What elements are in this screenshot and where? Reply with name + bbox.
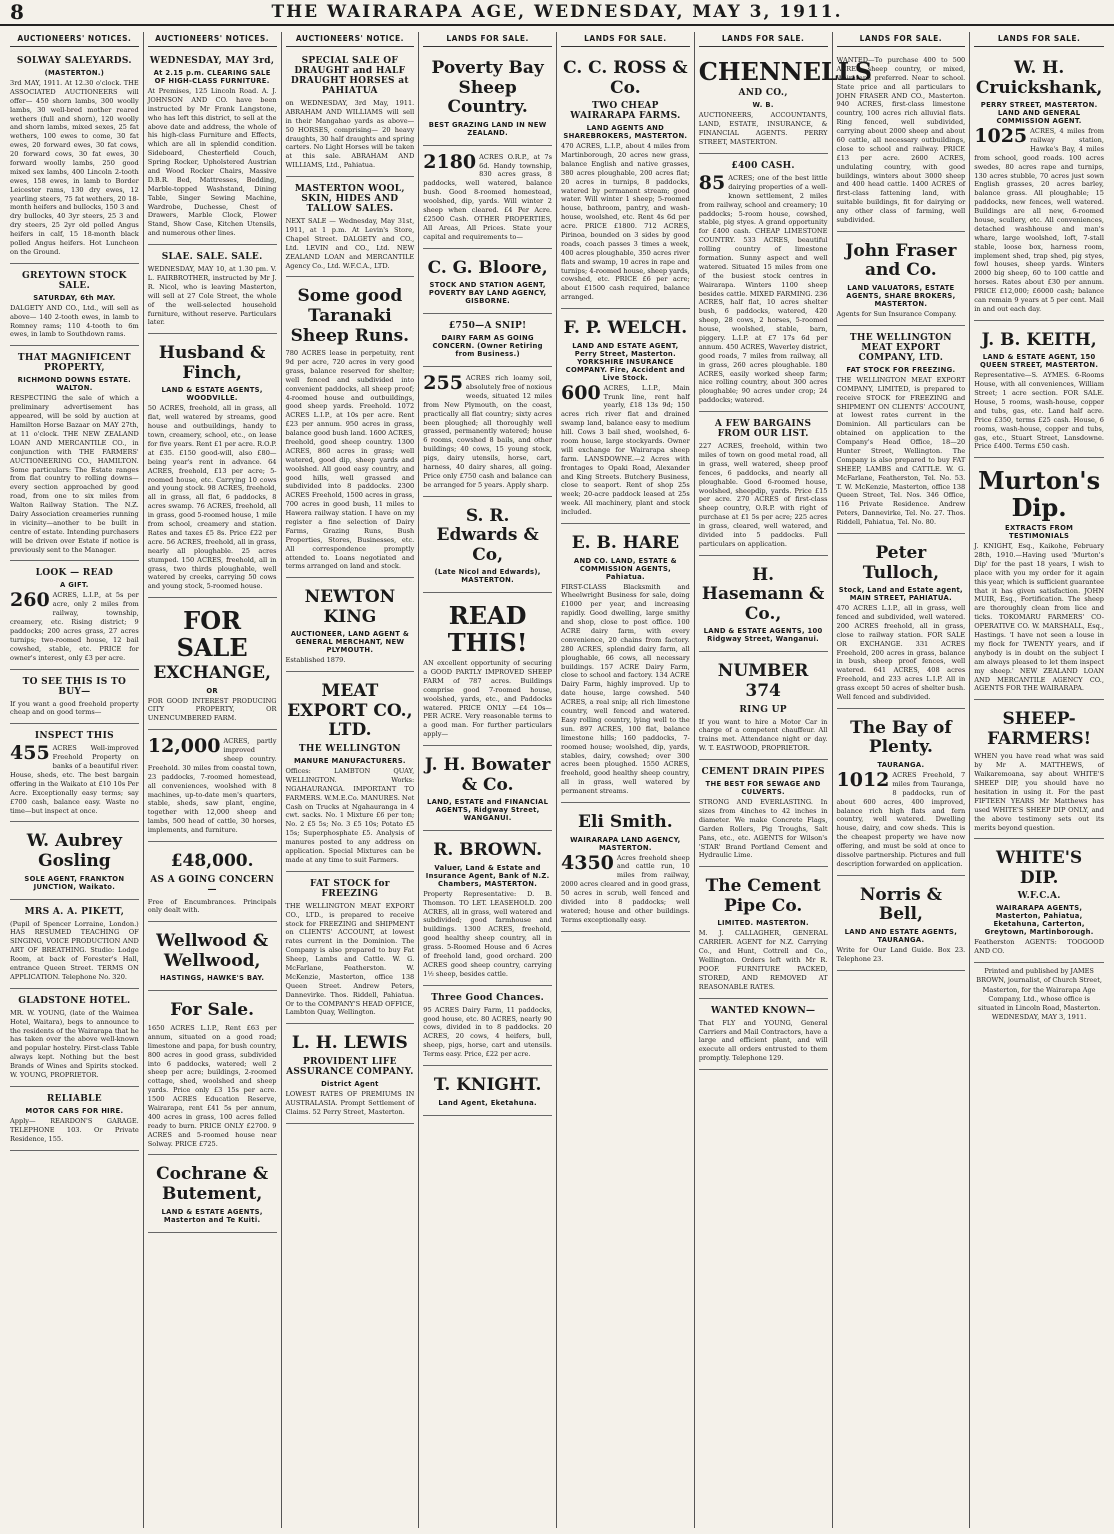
ad-body-text: 780 ACRES lease in perpetuity, rent 9d per acre, 720 acres in very good grass, balance reserved for shelter; well fenced and subdivided into convenient paddocks, all sheep proof; 4-roomed house and outbuildings, good sheep yards. Freehold. 1072 ACRES L.I.P., at 10s per acre. Rent £23 per annum. 950 acres in grass, balance good bush land. 1600 ACRES, freehold, good sheep country. 1300 ACRES, 860 acres in grass; well watered, good dip, sheep yards and woolshed. All good easy country, and good hills, well grassed and subdivided into 8 paddocks. 2300 ACRES Freehold, 1500 acres in grass, 700 acres in good bush, 11 miles to Hawera railway station. I have on my register a fine selection of Dairy Farms, Grazing Runs, Bush Properties, Stores, Businesses, etc. All correspondence promptly attended to. Loans negotiated and terms arranged on land and stock. <box>285 349 415 571</box>
advertisement <box>286 1028 415 1123</box>
ad-title: Eli Smith. <box>578 811 673 832</box>
ad-body-text: LOWEST RATES OF PREMIUMS IN AUSTRALASIA. Prompt Settlement of Claims. 52 Perry Street, Masterton. <box>285 1089 415 1116</box>
advertisement <box>423 253 552 315</box>
advertisement <box>148 602 277 730</box>
ad-acreage-number: 1012 <box>836 769 890 792</box>
ad-heading: SPECIAL SALE OF DRAUGHT and HALF DRAUGHT HORSES at PAHIATUA <box>290 56 409 96</box>
ad-body-text: WANTED—To purchase 400 to 500 ACRES sheep country, or mixed, Wairarapa preferred. Near to school. State price and all particulars to JOHN FRASER AND CO., Masterton. 940 ACRES, first-class limestone country, 100 acres rich alluvial flats. Ring fenced, well subdivided, carrying about 2000 sheep and about 60 cattle, all necessary outbuildings, close to school and railway. PRICE £13 per acre. 2600 ACRES, undulating country, with good buildings, winters about 3000 sheep and 400 head cattle. 1400 ACRES of first-class fattening land, with suitable buildings, fit for dairying or any other class of farming, well subdivided. <box>836 56 966 225</box>
ad-heading: £750—A SNIP! <box>448 321 527 332</box>
ad-title: NUMBER 374 <box>717 661 809 701</box>
advertisement <box>699 1003 828 1070</box>
advertisement <box>148 995 277 1155</box>
advertisement <box>698 53 873 154</box>
ad-body-text: Offices: LAMBTON QUAY, WELLINGTON. Works: NGAHAURANGA. IMPORTANT TO FARMERS. W.M.E.Co. MANURES. Net Cash on Trucks at Ngahauranga in 4 cwt. sacks. No. 1 Mixture £6 per ton; No. 2 £5 5s; No. 3 £5 10s; Potato £5 15s; Superphosphate £5. Analysis of manures posted to any address on application. Special Mixtures can be made at any time to suit Farmers. <box>285 767 415 864</box>
ad-heading: AS A GOING CONCERN— <box>150 874 275 895</box>
advertisement <box>837 330 966 534</box>
ad-body-text: MR. W. YOUNG, (late of the Waimea Hotel, Waitara), begs to announce to the residents of the Wairarapa that he has taken over the above well-known and popular hostelry. First-class Table always kept. Nothing but the best Brands of Wines and Spirits stocked. W. YOUNG, PROPRIETOR. <box>10 1008 139 1079</box>
advertisement <box>423 597 552 746</box>
ad-body-text: ACRES Well-improved Freehold Property on banks of a beautiful river. House, sheds, etc. The best bargain offering in the Waikato at £10 10s Per Acre. Exceptionally easy terms; say £700 cash, balance easy. Waste no time—but inspect at once. <box>10 744 139 815</box>
ad-title: £48,000. <box>170 850 254 871</box>
ad-body-text: AN excellent opportunity of securing a GOOD PARTLY IMPROVED SHEEP FARM of 787 acres. Buildings comprise good 7-roomed house, woolshed, yards, etc., and Paddocks watered. PRICE ONLY —£4 10s— PER ACRE. Very reasonable terms to a good man. For further particulars apply— <box>423 659 552 739</box>
ad-heading: LOOK — READ <box>35 568 114 579</box>
advertisement <box>148 249 277 334</box>
advertisement <box>423 990 552 1066</box>
column-header: LANDS FOR SALE. <box>561 32 690 47</box>
ad-heading: WEDNESDAY, MAY 3rd, <box>149 56 275 66</box>
column-2 <box>144 32 282 1528</box>
ad-acreage-number: 85 <box>698 171 726 194</box>
ad-body-text: Acres freehold sheep and cattle run, 10 miles from railway, 2000 acres cleared and in good grass, 50 acres in scrub, well fenced and divided into 8 paddocks; well watered; house and other buildings. Terms exceptionally easy. <box>561 853 690 924</box>
ad-subheading: EXTRACTS FROM TESTIMONIALS <box>1005 524 1074 541</box>
ad-subheading: LIMITED. MASTERTON. <box>717 919 809 928</box>
ad-body-text: STRONG AND EVERLASTING. In sizes from 4inches to 42 inches in diameter. We make Concrete Flags, Garden Rollers, Pig Troughs, Salt Pans, etc., etc. AGENTS for Wilson's 'STAR' Brand Portland Cement and Hydraulic Lime. <box>698 798 828 860</box>
advertisement <box>286 281 415 578</box>
advertisement <box>974 704 1104 839</box>
ad-body-text: Featherston AGENTS: TOOGOOD AND CO. <box>974 938 1104 956</box>
column-header: LANDS FOR SALE. <box>837 32 966 47</box>
ad-subheading: FAT STOCK FOR FREEZING. <box>846 365 956 374</box>
ad-acreage-number: 255 <box>423 372 463 395</box>
ad-acreage-number: 12,000 <box>147 735 221 758</box>
ad-acreage-number: 600 <box>561 381 601 404</box>
ad-heading: W.F.C.A. <box>1017 891 1061 902</box>
ad-display-title: FOR SALE <box>176 606 248 662</box>
ad-subheading: (MASTERTON.) <box>44 69 105 77</box>
advertisement <box>561 807 690 932</box>
ad-acreage-number: 1025 <box>974 125 1028 148</box>
ad-title: C. C. ROSS & Co. <box>563 58 688 98</box>
ad-subheading: LAND, ESTATE and FINANCIAL AGENTS, Ridgway Street, WANGANUI. <box>426 798 549 823</box>
advertisement <box>286 181 415 277</box>
advertisement <box>148 338 277 598</box>
ad-subheading: Valuer, Land & Estate and Insurance Agent, Bank of N.Z. Chambers, MASTERTON. <box>425 863 550 888</box>
ad-body-text: WHEN you have read what was said by Mr A. MATTHEWS, of Waikaremoana, say about WHITE'S SHEEP DIP, you should have no hesitation in using it. For the past FIFTEEN YEARS Mr Matthews has used WHITE'S SHEEP DIP ONLY, and the above testimony sets out its merits beyond question. <box>974 752 1104 832</box>
ad-body-text: NEXT SALE — Wednesday, May 31st, 1911, at 1 p.m. At Levin's Store, Chapel Street. DALGETY and CO., Ltd. LEVIN and CO., Ltd. NEW ZEALAND LOAN and MERCANTILE Agency Co., Ltd. W.F.C.A., LTD. <box>285 217 415 270</box>
ad-title: SHEEP-FARMERS! <box>987 709 1092 749</box>
advertisement <box>699 416 828 556</box>
ad-title: Cochrane & Butement, <box>156 1164 269 1204</box>
ad-title: H. Hasemann & Co., <box>701 564 825 624</box>
column-header: AUCTIONEERS' NOTICES. <box>148 32 277 47</box>
ad-title: F. P. WELCH. <box>563 318 688 339</box>
ad-heading: FAT STOCK for FREEZING <box>309 878 390 899</box>
column-8 <box>970 32 1108 1528</box>
ad-subheading: THE BEST FOR SEWAGE AND CULVERTS. <box>705 780 821 797</box>
ad-subheading: OR <box>206 686 218 695</box>
ad-title: L. H. LEWIS <box>291 1033 408 1054</box>
ad-heading: A FEW BARGAINS FROM OUR LIST. <box>714 419 812 440</box>
column-header: LANDS FOR SALE. <box>699 32 828 47</box>
ad-subheading: MOTOR CARS FOR HIRE. <box>25 1106 124 1115</box>
advertisement <box>10 826 139 899</box>
ad-title: John Fraser and Co. <box>845 240 957 281</box>
advertisement <box>837 713 966 876</box>
ad-heading: CEMENT DRAIN PIPES <box>701 767 825 778</box>
ad-body-text: AUCTIONEERS, ACCOUNTANTS, LAND, ESTATE, INSURANCE, & FINANCIAL AGENTS. PERRY STREET, MASTERTON. <box>698 111 828 147</box>
ad-subheading: LAND AND ESTATE AGENT, Perry Street, Masterton. YORKSHIRE INSURANCE COMPANY. Fire, Accident and Live Stock. <box>565 341 686 382</box>
advertisement <box>699 158 828 412</box>
advertisement <box>561 313 690 524</box>
advertisement <box>837 538 966 709</box>
advertisement <box>423 371 552 497</box>
advertisement <box>148 53 277 245</box>
ad-subheading: DAIRY FARM AS GOING CONCERN. (Owner Retiring from Business.) <box>432 334 543 359</box>
ad-body-text: WEDNESDAY, MAY 10, at 1.30 pm. V. L. FAIRBROTHER, instructed by Mr J. R. Nicol, who is leaving Masterton, will sell at 27 Cole Street, the whole of the well-selected household furniture, without reserve. Particulars later. <box>147 265 277 327</box>
ad-subheading: At 2.15 p.m. CLEARING SALE OF HIGH-CLASS FURNITURE. <box>153 69 271 85</box>
column-7 <box>833 32 971 1528</box>
ad-heading: THE WELLINGTON MEAT EXPORT COMPANY, LTD. <box>849 332 952 363</box>
ad-subheading: Stock, Land and Estate agent, MAIN STREET, PAHIATUA. <box>838 586 963 603</box>
ad-subheading: LAND & ESTATE AGENT, 150 QUEEN STREET, MASTERTON. <box>979 353 1099 370</box>
column-5 <box>557 32 695 1528</box>
ad-title: Peter Tulloch, <box>862 543 940 583</box>
advertisement <box>10 993 139 1087</box>
ad-heading: THE WELLINGTON <box>298 744 401 754</box>
ad-title: W. Aubrey Gosling <box>26 831 123 871</box>
ad-heading: INSPECT THIS <box>34 731 114 742</box>
ad-title: The Cement Pipe Co. <box>705 876 821 916</box>
ad-body-text: ACRES rich loamy soil, absolutely free of noxious weeds, situated 12 miles from New Plymouth, on the coast, practically all flat country; sixty acres been ploughed; all thoroughly well grassed, permanently watered; house 6 rooms, cowshed 8 bails, and other buildings; 40 cows, 15 young stock, pigs, dairy utensils, horse, cart, harness, 40 dairy shares, all going. Price only £750 cash and balance can be arranged for 5 years. Apply sharp. <box>423 374 552 489</box>
advertisement <box>10 53 139 264</box>
ad-subheading: BEST GRAZING LAND IN NEW ZEALAND. <box>428 120 547 137</box>
advertisement <box>10 728 139 822</box>
ad-heading: TO SEE THIS IS TO BUY— <box>22 676 127 697</box>
ad-title: NEWTON KING <box>304 587 396 627</box>
page-number: 8 <box>10 0 24 24</box>
ad-body-text: 1650 ACRES L.I.P., Rent £63 per annum, situated on a good road; limestone and papa, for bush country, 800 acres in good grass, subdivided into 6 paddocks, watered; well 2 sheep per acre; buildings, 2-roomed cottage, shed, woolshed and sheep yards. Price only £3 15s per acre. 1500 ACRES Education Reserve, Wairarapa, rent £41 5s per annum, 400 acres in grass, 100 acres felled ready to burn. PRICE ONLY £2700. 9 ACRES and 5-roomed house near Solway. PRICE £725. <box>147 1023 277 1148</box>
ad-display-title: CHENNELLS <box>698 57 873 86</box>
ad-title: For Sale. <box>170 1000 255 1021</box>
ad-body-text: Representative—S. AYMES. 6-Rooms House, with all conveniences, William Street; 1 acre section. FOR SALE. House, 5 rooms, wash-house, copper and tubs, gas, etc. Land half acre. Price £350, terms £25 cash. House, 6 rooms, wash-house, copper and tubs, gas, etc., Stuart Street, Lansdowne. Price £400. Terms £50 cash. <box>974 371 1104 451</box>
ad-body-text: ACRES, partly improved sheep country. Freehold. 30 miles from coastal town, 23 paddocks, 7-roomed homestead, all conveniences, woolshed with 8 machines, up-to-date men's quarters, stable, sheds, saw plant, engine, together with 12,000 sheep and lambs, 500 head of cattle, 30 horses, implements, and furniture. <box>147 737 277 835</box>
column-header: LANDS FOR SALE. <box>974 32 1104 47</box>
ad-body-text: Free of Encumbrances. Principals only dealt with. <box>147 897 277 915</box>
ad-title: T. KNIGHT. <box>433 1075 542 1095</box>
advertisement <box>10 565 139 669</box>
ad-heading: RING UP <box>739 704 787 715</box>
ad-title: J. H. Bowater & Co. <box>424 755 551 795</box>
ad-body-text: (Pupil of Spencer Lorraine, London.) HAS RESUMED TEACHING OF SINGING, VOICE PRODUCTION AND ART OF BREATHING. Studio: Lodge Room, at back of Forester's Hall, entrance Queen Street. TERMS ON APPLICATION. Telephone No. 320. <box>10 919 139 981</box>
advertisement <box>286 582 415 672</box>
ad-heading: WANTED KNOWN— <box>710 1005 816 1016</box>
ad-body-text: Established 1879. <box>285 656 346 665</box>
advertisement <box>699 871 828 998</box>
ad-subheading: SOLE AGENT, FRANKTON JUNCTION, Waikato. <box>24 874 125 891</box>
advertisement <box>699 560 828 653</box>
advertisement <box>974 325 1104 459</box>
ad-title: Poverty Bay Sheep Country. <box>431 58 544 118</box>
advertisement <box>561 528 690 803</box>
ad-subheading: RICHMOND DOWNS ESTATE. WALTON. <box>17 376 132 393</box>
column-header: AUCTIONEERS' NOTICES. <box>10 32 139 47</box>
advertisement <box>286 53 415 177</box>
advertisement <box>423 501 552 594</box>
ad-display-title: Murton's Dip. <box>978 466 1101 522</box>
ad-body-text: Property Representative: D. B. Thomson. TO LET. LEASEHOLD. 200 ACRES, all in grass, well watered and subdivided; good farmhouse and buildings. 1300 ACRES, freehold, good healthy sheep country, all in grass. 5-Roomed House and 6 Acres of freehold land, good orchard. 200 ACRES good sheep country, carrying 1½ sheep, besides cattle. <box>423 889 552 978</box>
ad-body-text: ACRES, L.I.P., at 5s per acre, only 2 miles from railway, township, creamery, etc. Rising district; 9 paddocks; 200 acres grass, 27 acres turnips; two-roomed house, 12 bail cowshed, stable, etc. PRICE for owner's interest, only £3 per acre. <box>10 591 139 662</box>
advertisement <box>423 318 552 367</box>
advertisement <box>148 1159 277 1232</box>
advertisement <box>974 462 1104 700</box>
ad-body-text: 227 ACRES, freehold, within two miles of town on good metal road, all in grass, well watered, sheep proof fences, 6 paddocks, and nearly all ploughable. Good 6-roomed house, woolshed, sheepdip, yards. Price £15 per acre. 270 ACRES of first-class sheep country, O.R.P. with right of purchase at £1 5s per acre; 225 acres in grass, cleared, well watered, and divided into 5 paddocks. Full particulars on application. <box>698 442 828 548</box>
ad-heading: MASTERTON WOOL, SKIN, HIDES AND TALLOW SALES. <box>294 184 405 215</box>
ad-heading: Three Good Chances. <box>431 992 545 1003</box>
advertisement <box>423 835 552 985</box>
ad-acreage-number: 2180 <box>423 150 477 173</box>
ad-body-text: That FLY and YOUNG, General Carriers and Mail Contractors, have a large and efficient plant, and will execute all orders entrusted to them promptly. Telephone 129. <box>698 1018 828 1063</box>
ad-title: WHITE'S DIP. <box>996 848 1083 888</box>
ad-subheading: (Late Nicol and Edwards), MASTERTON. <box>434 568 541 585</box>
ad-title: R. BROWN. <box>433 840 542 861</box>
column-3 <box>282 32 420 1528</box>
ad-body-text: RESPECTING the sale of which a preliminary advertisement has appeared, will be sold by auction at Hamilton Horse Bazaar on MAY 27th, at 11 o'clock. THE NEW ZEALAND LOAN AND MERCANTILE CO., in conjunction with THE FARMERS' AUCTIONEERING CO., HAMILTON. Some particulars: The Estate ranges from flat country to rolling downs—every section approached by good road, from one to six miles from Walton Railway Station. The N.Z. Dairy Association creameries running in vicinity—another to be built in centre of estate. Intending purchasers will be driven over Estate if notice is previously sent to the Manager. <box>10 394 139 554</box>
column-4 <box>419 32 557 1528</box>
ad-heading: RELIABLE <box>46 1093 102 1104</box>
ad-title: S. R. Edwards & Co, <box>436 505 539 565</box>
ad-title: EXCHANGE, <box>153 662 271 683</box>
ad-subheading: SATURDAY, 6th MAY. <box>33 293 116 302</box>
advertisement <box>10 904 139 989</box>
ad-title: Husband & Finch, <box>158 343 266 383</box>
ad-body-text: 95 ACRES Dairy Farm, 11 paddocks, good house, etc. 80 ACRES, nearly 90 cows, divided in to 8 paddocks. 20 ACRES, 20 cows, 4 heifers, bull, sheep, pigs, horse, cart and utensils. Terms easy. Price, £22 per acre. <box>423 1005 552 1059</box>
ad-body-text: THE WELLINGTON MEAT EXPORT CO., LTD., is prepared to receive stock for FREEZING and SHIPMENT on CLIENTS' ACCOUNT, at lowest rates current in the Dominion. The Company is also prepared to buy Fat Sheep, Lambs and Cattle. W. G. McFarlane, Featherston. W. McKenzie, Masterton, office 138 Queen Street. Andrew Peters, Dannevirke. Thos. Riddell, Pahiatua. Or to the COMPANY'S HEAD OFFICE, Lambton Quay, Wellington. <box>285 901 415 1017</box>
ad-title: E. B. HARE <box>571 533 680 554</box>
ad-body-text: ACRES O.R.P., at 7s 6d. Handy township, 830 acres grass, 8 paddocks, well watered, balance bush. Good 8-roomed homestead, woolshed, dip, yards. Will winter 2 sheep when cleared. £4 Per Acre. £2500 Cash. OTHER PROPERTIES, All Areas, All Prices. State your capital and requirements to— <box>423 152 552 241</box>
ad-body-text: If you want a good freehold property cheap and on good terms— <box>10 699 139 717</box>
ad-heading: TWO CHEAP WAIRARAPA FARMS. <box>570 101 681 122</box>
ad-body-text: ACRES, 4 miles from railway station, Hawke's Bay, 4 miles from school, good roads. 100 acres swedes, 80 acres rape and turnips, 130 acres stubble, 70 acres just sown English grasses, 20 acres barley, balance grass. All ploughable; 15 paddocks, new fences, well watered. Buildings are all new, 6-roomed house, scullery, etc. All conveniences, detached washhouse and man's whare, large woolshed, loft, 7-stall stable, loose box, harness room, implement shed, trap shed, pig styes, fowl houses, sheep yards. Winters 2000 big sheep, 60 to 100 cattle and horses. Rates about £30 per annum. PRICE £12,000; £6000 cash; balance can remain 9 years at 5 per cent. Mail in and out each day. <box>974 127 1104 313</box>
ad-heading: SLAE. SALE. SALE. <box>161 252 263 263</box>
advertisement <box>561 53 690 309</box>
ad-body-text: J. KNIGHT, Esq., Kaikohe, February 28th, 1910.—Having used 'Murton's Dip' for the past 18 years, I wish to place with you my order for it again this year, which is sufficient guarantee that it has given satisfaction. JOHN MUIR, Esq., Fortification. The sheep are thoroughly clean from lice and ticks. TOKOMARU FARMERS' CO-OPERATIVE CO. W. MARSHALL, Esq., Hastings. 'I have not seen a louse in my flock for TWENTY years, and if anybody is in doubt on the subject I am always pleased to let them inspect my sheep.' NEW ZEALAND LOAN AND MERCANTILE AGENCY CO., AGENTS FOR THE WAIRARAPA. <box>974 542 1104 693</box>
advertisement <box>10 350 139 561</box>
ad-subheading: LAND & ESTATE AGENTS, 100 Ridgway Street, Wanganui. <box>703 627 823 644</box>
advertisement <box>837 880 966 971</box>
ad-body-text: Apply— REARDON'S GARAGE. TELEPHONE 103. Or Private Residence, 155. <box>10 1116 139 1143</box>
ad-heading: AND CO., <box>738 88 788 99</box>
advertisement <box>699 656 828 760</box>
ad-heading: SOLWAY SALEYARDS. <box>16 56 132 66</box>
imprint-footer: Printed and published by JAMES BROWN, journalist, of Church Street, Masterton, for the Wairarapa Age Company, Ltd., whose office is situated in Lincoln Road, Masterton. WEDNESDAY, MAY 3, 1911. <box>976 967 1102 1022</box>
ad-title: Norris & Bell, <box>859 884 942 925</box>
advertisement <box>423 750 552 831</box>
ad-acreage-number: 4350 <box>561 851 614 874</box>
ad-body-text: M. J. CALLAGHER, GENERAL CARRIER. AGENT for N.Z. Carrying Co., and Hunt, Cottrell and Co., Wellington. Orders left with Mr R. POOF. FURNITURE PACKED, STORED, AND REMOVED AT REASONABLE RATES. <box>698 929 828 991</box>
ad-subheading: LAND AND ESTATE AGENTS, TAURANGA. <box>844 927 958 944</box>
advertisement <box>423 53 552 146</box>
ad-body-text: 3rd MAY, 1911. At 12.30 o'clock. THE ASSOCIATED AUCTIONEERS will offer— 450 shorn lambs, 300 woolly lambs, 30 well-bred mother reared wethers (full and shorn), 120 woolly and shorn lambs, mixed sexes, 25 fat wethers, 100 ewes to come, 30 fat ewes, 20 forward ewes, 30 fat cows, 20 forward cows, 30 fat ewes, 30 forward woolly lambs, 250 good mixed sex lambs, 400 Lincoln 2-tooth ewes, 158 ewes, in lamb to Border Leicester rams, 130 dry ewes, 12 yearling steers, 75 fat wethers, 20 18-month heifers and bullocks, 150 3 and dry bullocks, 40 3yr steers, 25 3 and dry steers, 25 2yr old polled Angus heifers in calf, 15 18-month black polled Angus heifers. Hot Luncheon on the Ground. <box>10 79 139 256</box>
ad-title: W. H. Cruickshank, <box>975 58 1103 98</box>
ad-body-text: DALGETY AND CO., Ltd., will sell as above— 140 2-tooth ewes, in lamb to Romney rams; 110 4-tooth to 6m ewes, in lamb to Southdown rams. <box>10 303 139 339</box>
ad-subheading: LAND & ESTATE AGENTS, Masterton and Te Kuiti. <box>161 1207 263 1224</box>
advertisement <box>423 150 552 249</box>
ad-heading: £400 CASH. <box>731 160 795 171</box>
advertisement <box>699 764 828 867</box>
advertisement <box>286 876 415 1025</box>
ad-subheading: LAND VALUATORS, ESTATE AGENTS, SHARE BROKERS, MASTERTON. <box>846 284 956 309</box>
column-header: LANDS FOR SALE. <box>423 32 552 47</box>
ad-subheading: District Agent <box>321 1079 379 1088</box>
ad-title: The Bay of Plenty. <box>850 717 952 758</box>
ad-subheading: LAND & ESTATE AGENTS, WOODVILLE. <box>161 386 263 403</box>
advertisement <box>10 268 139 347</box>
advertisement <box>148 734 277 842</box>
ad-title: J. B. KEITH, <box>981 329 1097 350</box>
ad-subheading: AND CO. LAND, ESTATE & COMMISSION AGENTS, Pahiatua. <box>573 556 677 581</box>
masthead <box>0 0 1114 26</box>
ad-body-text: Agents for Sun Insurance Company. <box>836 310 957 319</box>
ad-body-text: 50 ACRES, freehold, all in grass, all flat, well watered by streams, good house and outbuildings, handy to town, creamery, school, etc., on lease for five years. Rent £1 per acre. R.O.P. at £35. £150 good-will, also £80—being year's rent in advance. 64 ACRES, freehold, £13 per acre; 5-roomed house, etc. Carrying 10 cows and young stock. 98 ACRES, freehold, all in grass, all flat, 6 paddocks, 8 acres swamp. 76 ACRES, freehold, all in grass, good 5-roomed house, 1 mile from school, creamery and station. Rates and taxes £5 8s. Price £22 per acre. 56 ACRES, freehold, all in grass, nearly all ploughable. 25 acres stumped. 150 ACRES, freehold, all in grass, two thirds ploughable, well watered by creeks, carrying 50 cows and young stock, 5-roomed house. <box>147 404 277 591</box>
ad-body-text: FOR GOOD INTEREST PRODUCING CITY PROPERTY, OR UNENCUMBERED FARM. <box>147 696 277 723</box>
ad-subheading: Land Agent, Eketahuna. <box>438 1098 537 1107</box>
advertisement <box>837 236 966 326</box>
ad-body-text: ACRES Freehold, 7 miles from Tauranga, 8 paddocks, run of about 600 acres, 400 improved, balance rich high flats and fern country, well watered. Dwelling house, dairy, and cow sheds. This is the cheapest property we have now offering, and must be sold at once to dissolve partnership. Pictures and full description forwarded on application. <box>836 771 966 868</box>
ad-subheading: WAIRARAPA LAND AGENCY, MASTERTON. <box>570 835 681 852</box>
ad-subheading: LAND AGENTS AND SHAREBROKERS, MASTERTON. <box>563 124 688 141</box>
newspaper-title: THE WAIRARAPA AGE, WEDNESDAY, MAY 3, 1911. <box>271 2 843 22</box>
column-header: AUCTIONEERS' NOTICE. <box>286 32 415 47</box>
ad-subheading: HASTINGS, HAWKE'S BAY. <box>159 974 265 983</box>
ad-title: C. G. Bloore, <box>427 257 548 278</box>
advertisement <box>974 843 1104 963</box>
ad-heading: MRS A. A. PIKETT, <box>24 906 125 917</box>
ad-subheading: AUCTIONEER, LAND AGENT & GENERAL MERCHANT, NEW PLYMOUTH. <box>290 630 410 655</box>
ad-body-text: FIRST-CLASS Blacksmith and Wheelwright Business for sale, doing £1000 per year, and increasing rapidly. Good dwelling, large smithy and shop, close to post office. 100 ACRE dairy farm, with every convenience, 20 chains from factory. 280 ACRES, splendid dairy farm, all ploughable, 66 cows, all necessary buildings. 157 ACRE Dairy Farm, close to school and factory. 134 ACRE Dairy Farm, highly improved. Up to date house, large cowshed. 540 ACRES, a real snip; all rich limestone country, well fenced and watered. Easy rolling country, lying well to the sun. 897 ACRES, 100 flat, balance limestone hills; 160 paddocks, 7-roomed house; woolshed, dip, yards, stables, dairy, cowshed; over 300 acres been ploughed. 1550 ACRES, freehold, good healthy sheep country, all in grass, well watered by permanent streams. <box>561 582 690 796</box>
advertisement <box>148 846 277 922</box>
ad-subheading: PERRY STREET, MASTERTON. LAND AND GENERAL COMMISSION AGENT. <box>980 101 1098 126</box>
ad-heading: GREYTOWN STOCK SALE. <box>22 270 127 291</box>
advertisement <box>974 53 1104 321</box>
ad-acreage-number: 455 <box>10 742 50 765</box>
ad-body-text: on WEDNESDAY, 3rd May, 1911. ABRAHAM AND WILLIAMS will sell in their Mangahao yards as above— 50 HORSES, comprising— 20 heavy draughts, 30 half draughts and spring carters. No Light Horses will be taken at this sale. ABRAHAM AND WILLIAMS, Ltd., Pahiatua. <box>285 99 415 170</box>
ad-acreage-number: 260 <box>10 589 50 612</box>
ad-subheading: STOCK AND STATION AGENT, POVERTY BAY LAND AGENCY, GISBORNE. <box>428 281 547 306</box>
ad-subheading: WAIRARAPA AGENTS, Masterton, Pahiatua, Eketahuna, Carterton, Greytown, Martinborough. <box>984 904 1094 937</box>
advertisement <box>10 674 139 725</box>
ad-subheading: A GIFT. <box>60 581 89 590</box>
ad-title: Wellwood & Wellwood, <box>156 931 269 971</box>
ad-heading: THAT MAGNIFICENT PROPERTY, <box>17 353 131 374</box>
advertisement <box>148 926 277 991</box>
ad-subheading: W. B. <box>752 101 774 110</box>
ad-display-title: READ THIS! <box>447 601 528 657</box>
ad-subheading: MANURE MANUFACTURERS. <box>293 757 406 765</box>
ad-title: Some good Taranaki Sheep Runs. <box>290 286 410 346</box>
ad-body-text: 470 ACRES, L.I.P., about 4 miles from Martinborough, 20 acres new grass, balance English and native grasses, 380 acres ploughable, 200 acres flat; 20 acres in turnips, 8 paddocks, watered by permanent stream; good water. Will winter 1 sheep; 5-roomed house, bathroom, pantry, and wash-house, woolshed, etc. Rent 4s 6d per acre. PRICE £1800. 712 ACRES, Pirinoa, bounded on 3 sides by good roads, coach passes 3 times a week, 400 acres ploughable, 350 acres river flats and swamp, 10 acres in rape and turnips; 4-roomed house, sheep yards, cowshed, etc. PRICE £6 per acre; about £1500 cash required, balance arranged. <box>561 142 690 302</box>
ad-heading: PROVIDENT LIFE ASSURANCE COMPANY. <box>286 1056 414 1077</box>
advertisement <box>10 1091 139 1151</box>
advertisement <box>423 1070 552 1116</box>
ad-title: MEAT EXPORT CO., LTD. <box>287 681 413 741</box>
columns-container <box>6 32 1108 1528</box>
column-1 <box>6 32 144 1528</box>
ad-heading: GLADSTONE HOTEL. <box>18 995 131 1006</box>
advertisement <box>286 676 415 871</box>
ad-body-text: 470 ACRES L.I.P., all in grass, well fenced and subdivided, well watered. 200 ACRES freehold, all in grass, close to railway station. FOR SALE OR EXCHANGE. 331 ACRES Freehold, 200 acres in grass, balance in bush, sheep proof fences, well watered. 641 ACRES, 408 acres Freehold, and 233 acres L.I.P. All in grass except 50 acres of shelter bush. Well fenced and subdivided. <box>836 604 966 702</box>
ad-body-text: THE WELLINGTON MEAT EXPORT COMPANY, LIMITED, is prepared to receive STOCK for FREEZING and SHIPMENT ON CLIENTS' ACCOUNT, at lowest rates current in the Dominion. All particulars can be obtained on application to the Company's Head Office, 18—20 Hunter Street, Wellington. The Company is also prepared to buy FAT SHEEP, LAMBS and CATTLE. W. G. McFarlane, Featherston, Tel. No. 53. T. W. McKenzie, Masterton, office 138 Queen Street, Tel. Nos. 346 Office, 116 Private Residence. Andrew Peters, Dannevirke, Tel. No. 27. Thos. Riddell, Pahiatua, Tel. No. 80. <box>836 375 966 527</box>
ad-body-text: If you want to hire a Motor Car in charge of a competent chauffeur. All trains met. Attendance night or day. W. T. EASTWOOD, PROPRIETOR. <box>698 717 828 753</box>
ad-body-text: ACRES; one of the best little dairying properties of a well-known settlement, 2 miles from railway, school and creamery; 10 paddocks; 5-room house, cowshed, stable, pig styes. A grand opportunity for £400 cash. CHEAP LIMESTONE COUNTRY. 533 ACRES, beautiful rolling country of limestone formation. Sunny aspect and well watered. Situated 15 miles from one of the busiest stock centres in Wairarapa. Winters 1100 sheep besides cattle. MIXED FARMING. 236 ACRES, half flat, 10 acres shelter bush, 6 paddocks, watered, 420 sheep, 28 cows, 2 horses, 5-roomed house, woolshed, stable, barn, piggery. L.I.P. at £7 17s 6d per annum. 450 ACRES, Waverley district, good roads, 7 miles from railway, all in grass, 260 acres ploughable. 180 ACRES, easily worked sheep farm; nice rolling country, about 300 acres ploughable; 90 acres under crop; 24 paddocks; watered. <box>698 173 828 405</box>
advertisement <box>837 53 966 232</box>
ad-body-text: ACRES, L.I.P., Main Trunk line, rent half yearly, £18 13s 9d; 150 acres rich river flat and drained swamp land, balance easy to medium hill. Cows 3 bail shed, woolshed, 6-room house, large stockyards. Owner will exchange for Wairarapa sheep farm. LANSDOWNE.—2 Acres with frontages to Opaki Road, Alexander and King Streets. Butchery Business, close to seaport. Rent of shop 25s week; 20-acre paddock leased at 25s week. All machinery, plant and stock included. <box>561 383 690 517</box>
ad-body-text: Write for Our Land Guide. Box 23. Telephone 23. <box>836 945 966 963</box>
ad-subheading: TAURANGA. <box>877 761 925 770</box>
ad-body-text: At Premises, 125 Lincoln Road. A. J. JOHNSON AND CO. have been instructed by Mr Frank Langstone, who has left this district, to sell at the above date and address, the whole of his high-class Furniture and Effects, which are all in splendid condition. Sideboard, Chesterfield Couch, Spring Rocker, Upholstered Austrian and Wood Rocker Chairs, Massive D.B.R. Bed, Mattresses, Bedding, Marble-topped Washstand, Dining Table, Singer Sewing Machine, Wardrobe, Duchesse, Chest of Drawers, Marble Clock, Flower Stand, Show Case, Kitchen Utensils, and numerous other lines. <box>147 87 277 238</box>
